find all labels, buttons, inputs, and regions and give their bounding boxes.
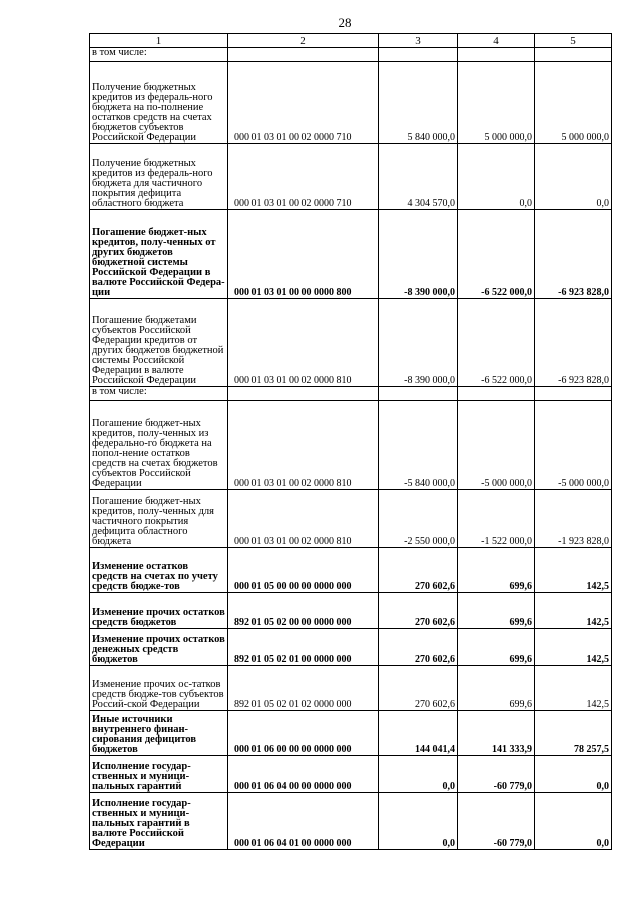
row-value-3-cell: -8 390 000,0 — [379, 299, 458, 387]
table-row — [90, 62, 612, 144]
table-header-row — [90, 34, 612, 48]
row-name-cell: Погашение бюджет-ных кредитов, полу-ченных от других бюджетов бюджетной системы Российской Федерации в валюте Российской Федера-ции — [90, 210, 228, 299]
row-value-4-cell — [458, 387, 535, 401]
row-value-3-cell: -2 550 000,0 — [379, 490, 458, 548]
row-code-cell: 892 01 05 02 01 00 0000 000 — [228, 629, 379, 666]
row-value-4-cell: -6 522 000,0 — [458, 299, 535, 387]
column-header-5: 5 — [535, 34, 612, 48]
row-name-cell: Получение бюджетных кредитов из федераль-ного бюджета для частичного покрытия дефицита областного бюджета — [90, 144, 228, 210]
row-name-cell: Изменение остатков средств на счетах по учету средств бюдже-тов — [90, 548, 228, 593]
table-row — [90, 490, 612, 548]
row-value-5-cell: -6 923 828,0 — [535, 299, 612, 387]
row-name-cell: Изменение прочих остатков средств бюджетов — [90, 593, 228, 629]
row-value-3-cell: 0,0 — [379, 756, 458, 793]
row-code-cell: 000 01 03 01 00 02 0000 710 — [228, 144, 379, 210]
table-body — [90, 48, 612, 850]
row-value-4-cell: 699,6 — [458, 666, 535, 711]
row-code-cell: 000 01 03 01 00 02 0000 810 — [228, 299, 379, 387]
row-value-3-cell: -5 840 000,0 — [379, 401, 458, 490]
page-number: 28 — [338, 15, 352, 30]
column-header-2: 2 — [228, 34, 379, 48]
table-row — [90, 711, 612, 756]
table-row — [90, 144, 612, 210]
table-row — [90, 387, 612, 401]
row-value-5-cell: 142,5 — [535, 666, 612, 711]
row-value-5-cell: 78 257,5 — [535, 711, 612, 756]
row-name-cell: Погашение бюджетами субъектов Российской Федерации кредитов от других бюджетов бюджетной системы Российской Федерации в валюте Российской Федерации — [90, 299, 228, 387]
row-code-cell: 000 01 03 01 00 00 0000 800 — [228, 210, 379, 299]
row-value-3-cell: 270 602,6 — [379, 548, 458, 593]
row-code-cell: 000 01 03 01 00 02 0000 810 — [228, 401, 379, 490]
row-value-4-cell — [458, 48, 535, 62]
row-code-cell — [228, 387, 379, 401]
row-value-5-cell: 142,5 — [535, 629, 612, 666]
row-code-cell: 000 01 05 00 00 00 0000 000 — [228, 548, 379, 593]
table-row — [90, 548, 612, 593]
row-value-4-cell: 5 000 000,0 — [458, 62, 535, 144]
row-value-3-cell: 270 602,6 — [379, 593, 458, 629]
row-value-5-cell — [535, 48, 612, 62]
row-value-4-cell: -6 522 000,0 — [458, 210, 535, 299]
row-code-cell: 000 01 06 04 01 00 0000 000 — [228, 793, 379, 850]
row-value-5-cell: 142,5 — [535, 548, 612, 593]
row-name-cell: Погашение бюджет-ных кредитов, полу-ченных из федерально-го бюджета на попол-нение остатков средств на счетах бюджетов субъектов Российской Федерации — [90, 401, 228, 490]
budget-sources-table — [89, 33, 612, 850]
table-row — [90, 299, 612, 387]
row-code-cell — [228, 48, 379, 62]
row-name-cell: Исполнение государ-ственных и муници-пальных гарантий — [90, 756, 228, 793]
row-value-4-cell: -60 779,0 — [458, 756, 535, 793]
row-value-5-cell: -1 923 828,0 — [535, 490, 612, 548]
row-name-cell: Погашение бюджет-ных кредитов, полу-ченных для частичного покрытия дефицита областного бюджета — [90, 490, 228, 548]
row-value-4-cell: 0,0 — [458, 144, 535, 210]
table-row — [90, 48, 612, 62]
row-value-3-cell: 4 304 570,0 — [379, 144, 458, 210]
row-value-5-cell: -6 923 828,0 — [535, 210, 612, 299]
table-row — [90, 401, 612, 490]
row-value-5-cell: 142,5 — [535, 593, 612, 629]
row-code-cell: 892 01 05 02 00 00 0000 000 — [228, 593, 379, 629]
row-value-5-cell — [535, 387, 612, 401]
row-value-3-cell — [379, 387, 458, 401]
row-value-4-cell: -1 522 000,0 — [458, 490, 535, 548]
row-name-cell: Изменение прочих остатков денежных средств бюджетов — [90, 629, 228, 666]
column-header-4: 4 — [458, 34, 535, 48]
row-value-3-cell: -8 390 000,0 — [379, 210, 458, 299]
row-value-4-cell: 141 333,9 — [458, 711, 535, 756]
row-value-5-cell: 0,0 — [535, 793, 612, 850]
row-value-3-cell: 270 602,6 — [379, 629, 458, 666]
column-header-1: 1 — [90, 34, 228, 48]
row-value-5-cell: 5 000 000,0 — [535, 62, 612, 144]
row-value-3-cell: 144 041,4 — [379, 711, 458, 756]
row-value-5-cell: 0,0 — [535, 756, 612, 793]
row-name-cell: в том числе: — [90, 387, 228, 401]
row-value-4-cell: 699,6 — [458, 548, 535, 593]
row-value-3-cell: 270 602,6 — [379, 666, 458, 711]
table-row — [90, 629, 612, 666]
table-row — [90, 793, 612, 850]
row-name-cell: Изменение прочих ос-татков средств бюдже-тов субъектов Россий-ской Федерации — [90, 666, 228, 711]
row-value-3-cell: 0,0 — [379, 793, 458, 850]
row-value-4-cell: -60 779,0 — [458, 793, 535, 850]
row-value-4-cell: 699,6 — [458, 593, 535, 629]
row-value-4-cell: -5 000 000,0 — [458, 401, 535, 490]
column-header-3: 3 — [379, 34, 458, 48]
table-row — [90, 210, 612, 299]
row-code-cell: 000 01 06 00 00 00 0000 000 — [228, 711, 379, 756]
row-name-cell: Иные источники внутреннего финан-сирования дефицитов бюджетов — [90, 711, 228, 756]
row-name-cell: в том числе: — [90, 48, 228, 62]
row-code-cell: 892 01 05 02 01 02 0000 000 — [228, 666, 379, 711]
row-value-3-cell — [379, 48, 458, 62]
row-name-cell: Получение бюджетных кредитов из федераль-ного бюджета на по-полнение остатков средств на счетах бюджетов субъектов Российской Федерации — [90, 62, 228, 144]
row-value-5-cell: 0,0 — [535, 144, 612, 210]
table-row — [90, 756, 612, 793]
table-row — [90, 593, 612, 629]
row-code-cell: 000 01 06 04 00 00 0000 000 — [228, 756, 379, 793]
row-value-5-cell: -5 000 000,0 — [535, 401, 612, 490]
row-value-4-cell: 699,6 — [458, 629, 535, 666]
row-code-cell: 000 01 03 01 00 02 0000 810 — [228, 490, 379, 548]
row-code-cell: 000 01 03 01 00 02 0000 710 — [228, 62, 379, 144]
table-row — [90, 666, 612, 711]
row-name-cell: Исполнение государ-ственных и муници-пальных гарантий в валюте Российской Федерации — [90, 793, 228, 850]
row-value-3-cell: 5 840 000,0 — [379, 62, 458, 144]
